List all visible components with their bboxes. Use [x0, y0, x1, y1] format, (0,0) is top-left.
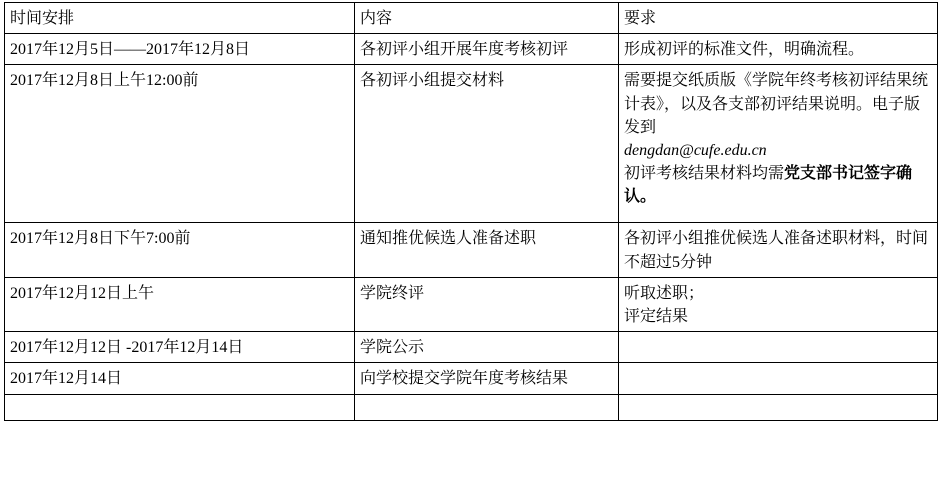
table-row [5, 65, 938, 223]
cell-time: 2017年12月12日上午 [5, 277, 355, 331]
cell-requirement [619, 363, 938, 394]
requirement-line-signature [624, 162, 932, 208]
requirement-line: 形成初评的标准文件，明确流程。 [624, 41, 865, 59]
column-header-time: 时间安排 [5, 3, 355, 34]
requirement-line-text: 初评考核结果材料均需 [624, 165, 785, 183]
table-row [5, 332, 938, 363]
cell-time: 2017年12月5日——2017年12月8日 [5, 34, 355, 65]
cell-time [5, 394, 355, 420]
annual-review-schedule-table [4, 2, 938, 421]
table-row [5, 34, 938, 65]
cell-time: 2017年12月14日 [5, 363, 355, 394]
cell-requirement [619, 34, 938, 65]
column-header-content: 内容 [355, 3, 619, 34]
cell-time: 2017年12月8日上午12:00前 [5, 65, 355, 223]
cell-content: 各初评小组开展年度考核初评 [355, 34, 619, 65]
cell-content: 学院终评 [355, 277, 619, 331]
cell-content: 向学校提交学院年度考核结果 [355, 363, 619, 394]
requirement-line: 听取述职； [624, 284, 705, 302]
cell-requirement [619, 332, 938, 363]
table-row [5, 363, 938, 394]
column-header-requirement: 要求 [619, 3, 938, 34]
requirement-line: 各初评小组推优候选人准备述职材料，时间不超过5分钟 [624, 230, 929, 271]
requirement-line: 需要提交纸质版《学院年终考核初评结果统计表》，以及各支部初评结果说明。电子版发到 [624, 72, 929, 136]
cell-content [355, 394, 619, 420]
table-header-row [5, 3, 938, 34]
cell-content: 通知推优候选人准备述职 [355, 223, 619, 277]
document-page [0, 2, 948, 501]
table-row [5, 223, 938, 277]
cell-content: 各初评小组提交材料 [355, 65, 619, 223]
table-row [5, 394, 938, 420]
cell-requirement [619, 277, 938, 331]
requirement-line-emphasis: 党支部书记签字确认。 [624, 165, 913, 206]
cell-requirement [619, 223, 938, 277]
requirement-email: dengdan@cufe.edu.cn [624, 141, 767, 159]
cell-requirement [619, 65, 938, 223]
cell-content: 学院公示 [355, 332, 619, 363]
cell-time: 2017年12月12日 -2017年12月14日 [5, 332, 355, 363]
cell-time: 2017年12月8日下午7:00前 [5, 223, 355, 277]
requirement-line: 评定结果 [624, 307, 689, 325]
table-row [5, 277, 938, 331]
cell-requirement [619, 394, 938, 420]
